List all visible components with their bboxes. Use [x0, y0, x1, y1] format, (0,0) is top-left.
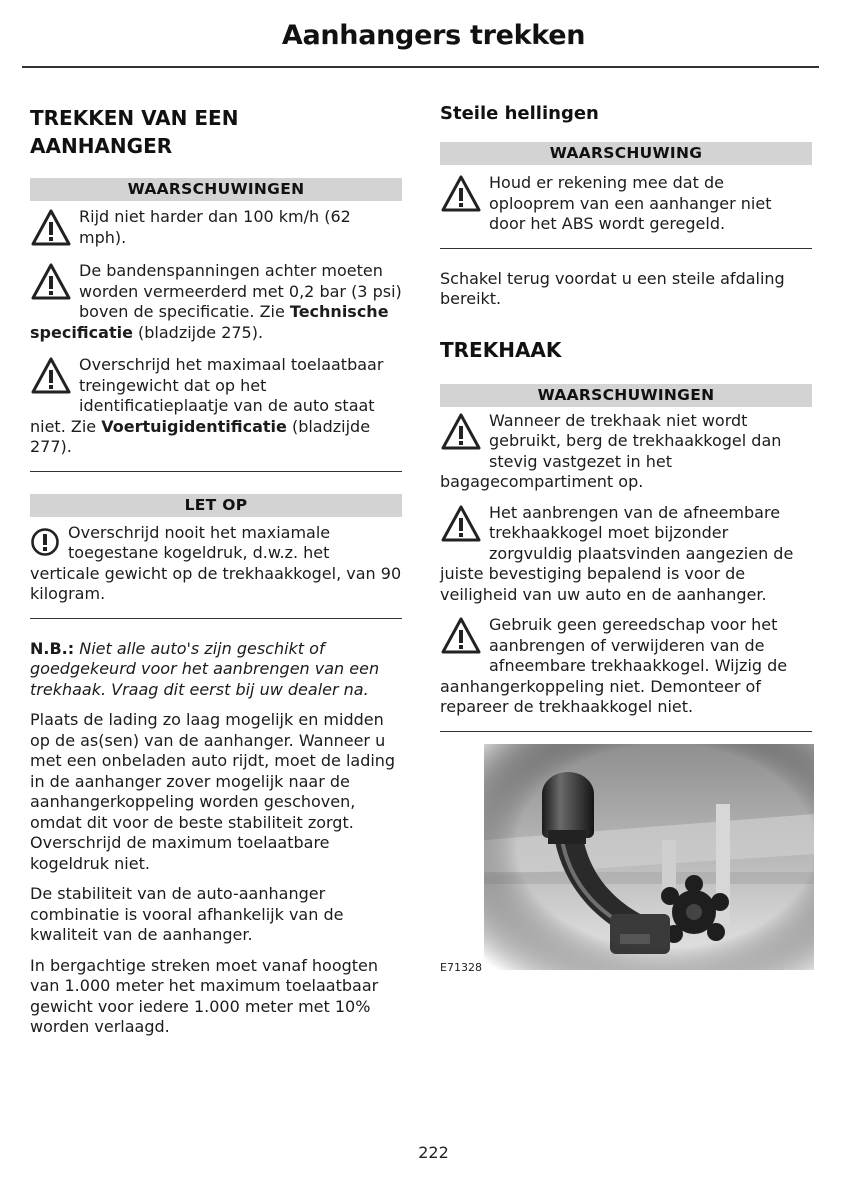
warning-text: (bladzijde 275). [132, 322, 264, 342]
warning-triangle-icon [440, 173, 482, 215]
note-label: N.B.: [30, 638, 75, 658]
subsection-title-steile-hellingen: Steile hellingen [440, 103, 599, 124]
reference-link-technische-specificatie: Technische specificatie [30, 302, 389, 342]
note-text: Niet alle auto's zijn geschikt of goedgekeurd voor het aanbrengen van een trekhaak. Vraag dit eerst bij uw dealer na. [30, 638, 380, 699]
note-paragraph [30, 639, 402, 701]
warning-item [440, 503, 812, 606]
warning-banner-right: WAARSCHUWING [440, 142, 812, 165]
letop-banner: LET OP [30, 494, 402, 517]
warning-triangle-icon [440, 411, 482, 453]
warning-item [440, 411, 812, 493]
header-rule [22, 66, 819, 68]
warning-item [440, 173, 812, 235]
caution-text: Overschrijd nooit het maxiamale toegestane kogeldruk, d.w.z. het verticale gewicht op de trekhaakkogel, van 90 kilogram. [30, 522, 402, 603]
warning-text: Overschrijd het maximaal toelaatbaar treingewicht dat op het identificatieplaatje van de auto staat niet. Zie [30, 355, 384, 436]
caution-exclamation-icon [30, 527, 60, 557]
divider [30, 471, 402, 472]
warning-triangle-icon [30, 355, 72, 397]
warning-text: Wanneer de trekhaak niet wordt gebruikt, berg de trekhaakkogel dan stevig vastgezet in het bagagecompartiment op. [440, 410, 782, 491]
body-paragraph: In bergachtige streken moet vanaf hoogten van 1.000 meter het maximum toelaatbaar gewicht voor iedere 1.000 meter met 10% worden verlaagd. [30, 955, 379, 1036]
warning-text: Rijd niet harder dan 100 km/h (62 mph). [79, 207, 351, 247]
warning-item [30, 207, 402, 249]
warning-item [440, 615, 812, 718]
section-title-trekhaak: TREKHAAK [440, 337, 562, 362]
divider [440, 731, 812, 732]
warning-text: De bandenspanningen achter moeten worden vermeerderd met 0,2 bar (3 psi) boven de specificatie. Zie [79, 261, 402, 321]
tow-hook-illustration [484, 744, 814, 970]
warnings-banner-left: WAARSCHUWINGEN [30, 178, 402, 201]
warning-text: Het aanbrengen van de afneembare trekhaakkogel moet bijzonder zorgvuldig plaatsvinden aangezien de juiste bevestiging bepalend is voor de veiligheid van uw auto en de aanhanger. [440, 502, 794, 604]
warning-triangle-icon [440, 503, 482, 545]
left-column [30, 100, 402, 1038]
body-paragraph: Plaats de lading zo laag mogelijk en midden op de as(sen) van de aanhanger. Wanneer u met een onbeladen auto rijdt, moet de lading in de aanhanger zover mogelijk naar de aanhangerkoppeling worden geschoven, omdat dit voor de beste stabiliteit zorgt. Overschrijd de maximum toelaatbare kogeldruk niet. [30, 710, 396, 873]
body-paragraph: De stabiliteit van de auto-aanhanger combinatie is vooral afhankelijk van de kwaliteit van de aanhanger. [30, 884, 344, 944]
body-paragraph: Schakel terug voordat u een steile afdaling bereikt. [440, 268, 785, 308]
warning-triangle-icon [30, 261, 72, 303]
warning-text: (bladzijde 277). [30, 416, 371, 456]
section-title-trekken: TREKKEN VAN EEN AANHANGER [30, 106, 239, 158]
warning-item [30, 261, 402, 343]
caution-item [30, 523, 402, 605]
warning-item [30, 355, 402, 458]
page-header [0, 20, 867, 51]
figure-label: E71328 [440, 961, 482, 974]
page-title: Aanhangers trekken [281, 20, 586, 51]
tow-hook-photo [484, 744, 814, 970]
right-column [440, 100, 812, 732]
warning-text: Houd er rekening mee dat de oplooprem van een aanhanger niet door het ABS wordt geregeld. [489, 173, 772, 233]
warning-triangle-icon [30, 207, 72, 249]
page-number: 222 [418, 1143, 449, 1162]
divider [440, 248, 812, 249]
warnings-banner-trekhaak: WAARSCHUWINGEN [440, 384, 812, 407]
reference-link-voertuigidentificatie: Voertuigidentificatie [101, 416, 287, 436]
warning-text: Gebruik geen gereedschap voor het aanbrengen of verwijderen van de afneembare trekhaakkogel. Wijzig de aanhangerkoppeling niet. Demonteer of repareer de trekhaakkogel niet. [440, 615, 788, 716]
warning-triangle-icon [440, 615, 482, 657]
divider [30, 618, 402, 619]
